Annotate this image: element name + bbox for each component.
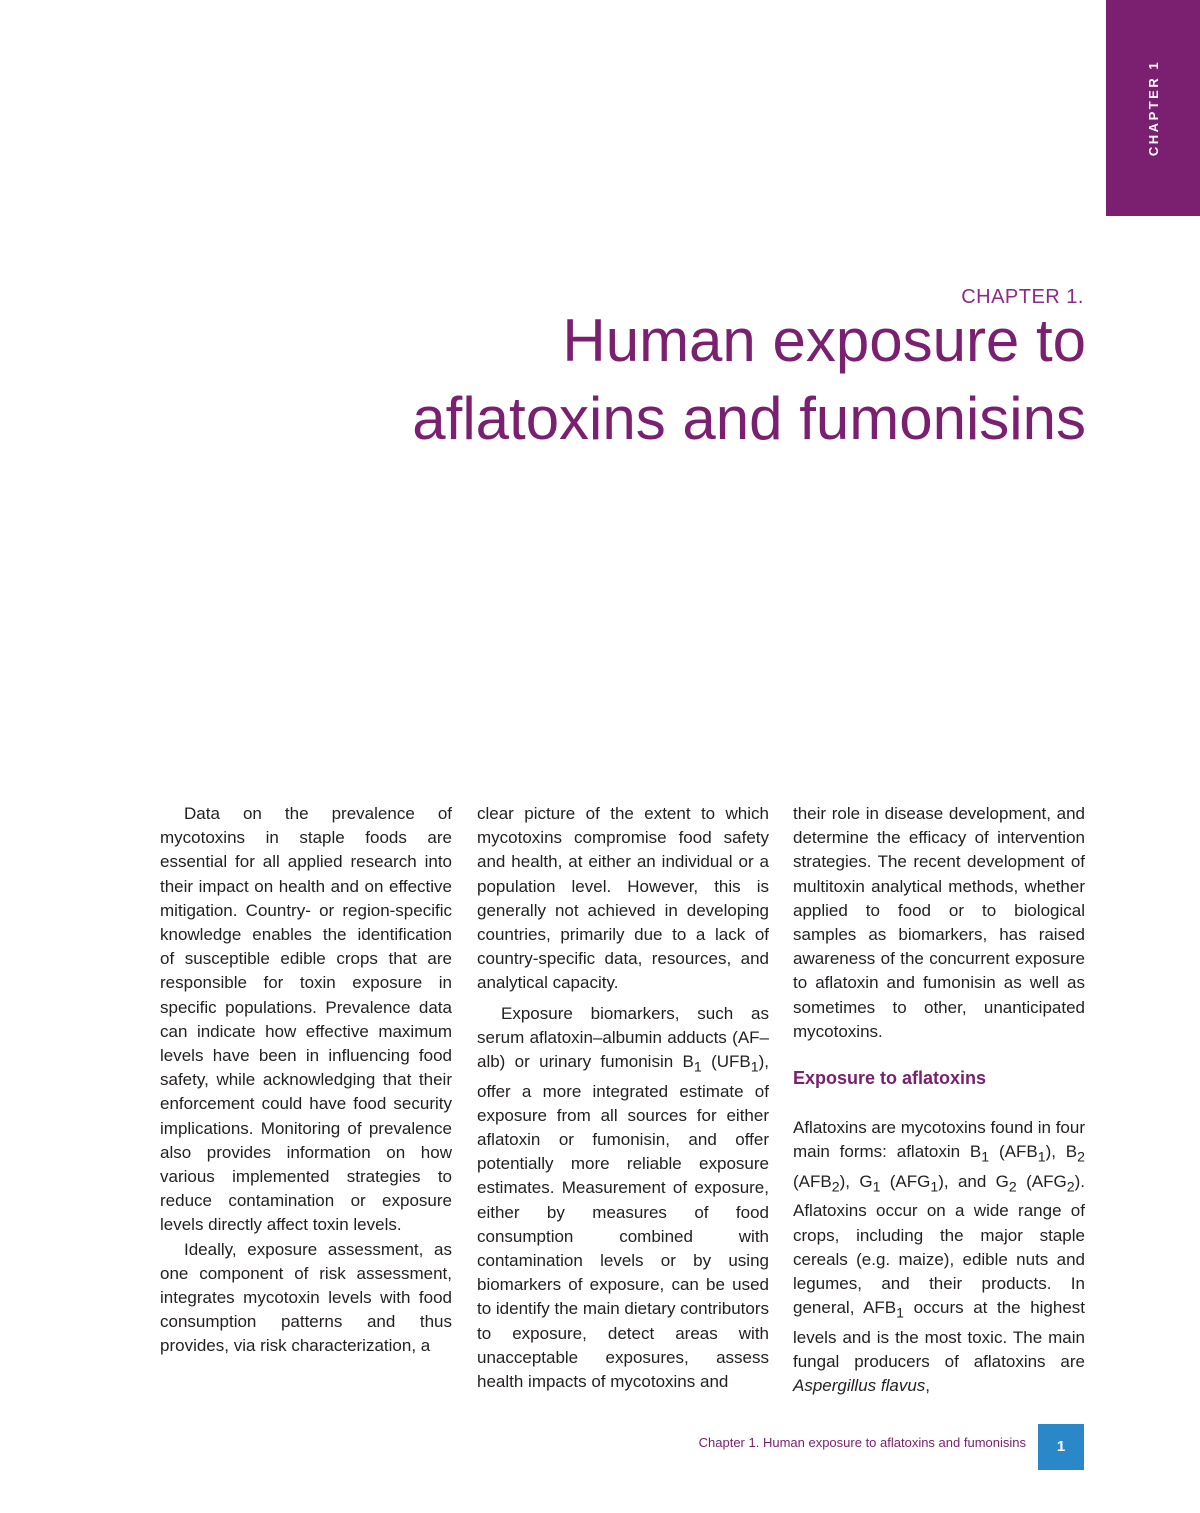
subscript: 1 xyxy=(872,1179,881,1196)
text-run: , xyxy=(925,1376,931,1396)
text-run: occurs at the highest levels and is the most toxic. The main fungal producers of aflatoxins are xyxy=(793,1298,1086,1372)
text-run: ), G xyxy=(839,1171,873,1191)
paragraph: Ideally, exposure assessment, as one component of risk assessment, integrates mycotoxin levels with food consumption patterns and thus provides, via risk characterization, a xyxy=(160,1239,452,1356)
text-run: (AFB xyxy=(989,1142,1038,1162)
side-tab-label: CHAPTER 1 xyxy=(1146,59,1161,157)
species-name: Aspergillus flavus xyxy=(793,1376,926,1396)
chapter-title-line2: aflatoxins and fumonisins xyxy=(412,385,1086,452)
paragraph: Data on the prevalence of mycotoxins in staple foods are essential for all applied research into their impact on health and on effective mitigation. Country- or region-specific knowledge enables the identification of susceptible edible crops that are responsible for toxin exposure in specific populations. Prevalence data can indicate how effective maximum levels have been in influencing food safety, while acknowledging that their enforcement could have food security implications. Monitoring of prevalence also provides information on how various implemented strategies to reduce contamination or exposure levels directly affect toxin levels. xyxy=(160,804,452,1235)
chapter-title xyxy=(186,302,1086,458)
text-run: (AFG xyxy=(880,1171,931,1191)
text-run: Exposure biomarkers, such as serum aflatoxin–albumin adducts (AF–alb) or urinary fumonisin B xyxy=(477,1003,769,1072)
subscript: 1 xyxy=(896,1305,905,1322)
subscript: 1 xyxy=(1037,1149,1046,1166)
text-run: (AFG xyxy=(1016,1171,1067,1191)
text-run: ), and G xyxy=(938,1171,1009,1191)
body-column-3 xyxy=(793,802,1085,1398)
subscript: 2 xyxy=(831,1179,840,1196)
chapter-title-line1: Human exposure to xyxy=(562,307,1086,374)
text-run: ), offer a more integrated estimate of exposure from all sources for either aflatoxin or fumonisin, and offer potentially more reliable exposure estimates. Measurement of exposure, either by measures of food consumption combined with contamination levels or by using biomarkers of exposure, can be used to identify the main dietary contributors to exposure, detect areas with unacceptable exposures, assess health impacts of mycotoxins and xyxy=(477,1052,769,1392)
subscript: 2 xyxy=(1008,1179,1017,1196)
subscript: 2 xyxy=(1077,1149,1085,1166)
page-number: 1 xyxy=(1038,1424,1084,1470)
body-column-2 xyxy=(477,802,769,1394)
subscript: 1 xyxy=(693,1059,702,1076)
subscript: 1 xyxy=(750,1059,759,1076)
subscript: 1 xyxy=(981,1149,990,1166)
text-run: ), B xyxy=(1045,1142,1078,1162)
paragraph: their role in disease development, and determine the efficacy of intervention strategies. The recent development of multitoxin analytical methods, whether applied to food or to biological samples as biomarkers, has raised awareness of the concurrent exposure to aflatoxin and fumonisin as well as sometimes to other, unanticipated mycotoxins. xyxy=(793,804,1085,1041)
footer-title: Human exposure to aflatoxins and fumonisins xyxy=(762,1435,1026,1450)
text-run: Aflatoxins are mycotoxins found in four main forms: aflatoxin B xyxy=(793,1118,1085,1162)
text-run: (UFB xyxy=(701,1052,751,1072)
paragraph xyxy=(793,1116,1085,1398)
footer-chapter: Chapter 1. xyxy=(698,1435,760,1450)
chapter-label: CHAPTER 1. xyxy=(961,286,1084,308)
body-column-1 xyxy=(160,802,452,1359)
text-run: ). Aflatoxins occur on a wide range of crops, including the major staple cereals (e.g. maize), edible nuts and legumes, and their products. In general, AFB xyxy=(793,1171,1085,1318)
paragraph: clear picture of the extent to which mycotoxins compromise food safety and health, at either an individual or a population level. However, this is generally not achieved in developing countries, primarily due to a lack of country-specific data, resources, and analytical capacity. xyxy=(477,804,769,993)
page-footer xyxy=(699,1433,1026,1453)
subscript: 1 xyxy=(930,1179,939,1196)
section-heading: Exposure to aflatoxins xyxy=(793,1068,987,1089)
text-run: (AFB xyxy=(793,1171,832,1191)
subscript: 2 xyxy=(1066,1179,1075,1196)
paragraph xyxy=(477,1002,769,1395)
